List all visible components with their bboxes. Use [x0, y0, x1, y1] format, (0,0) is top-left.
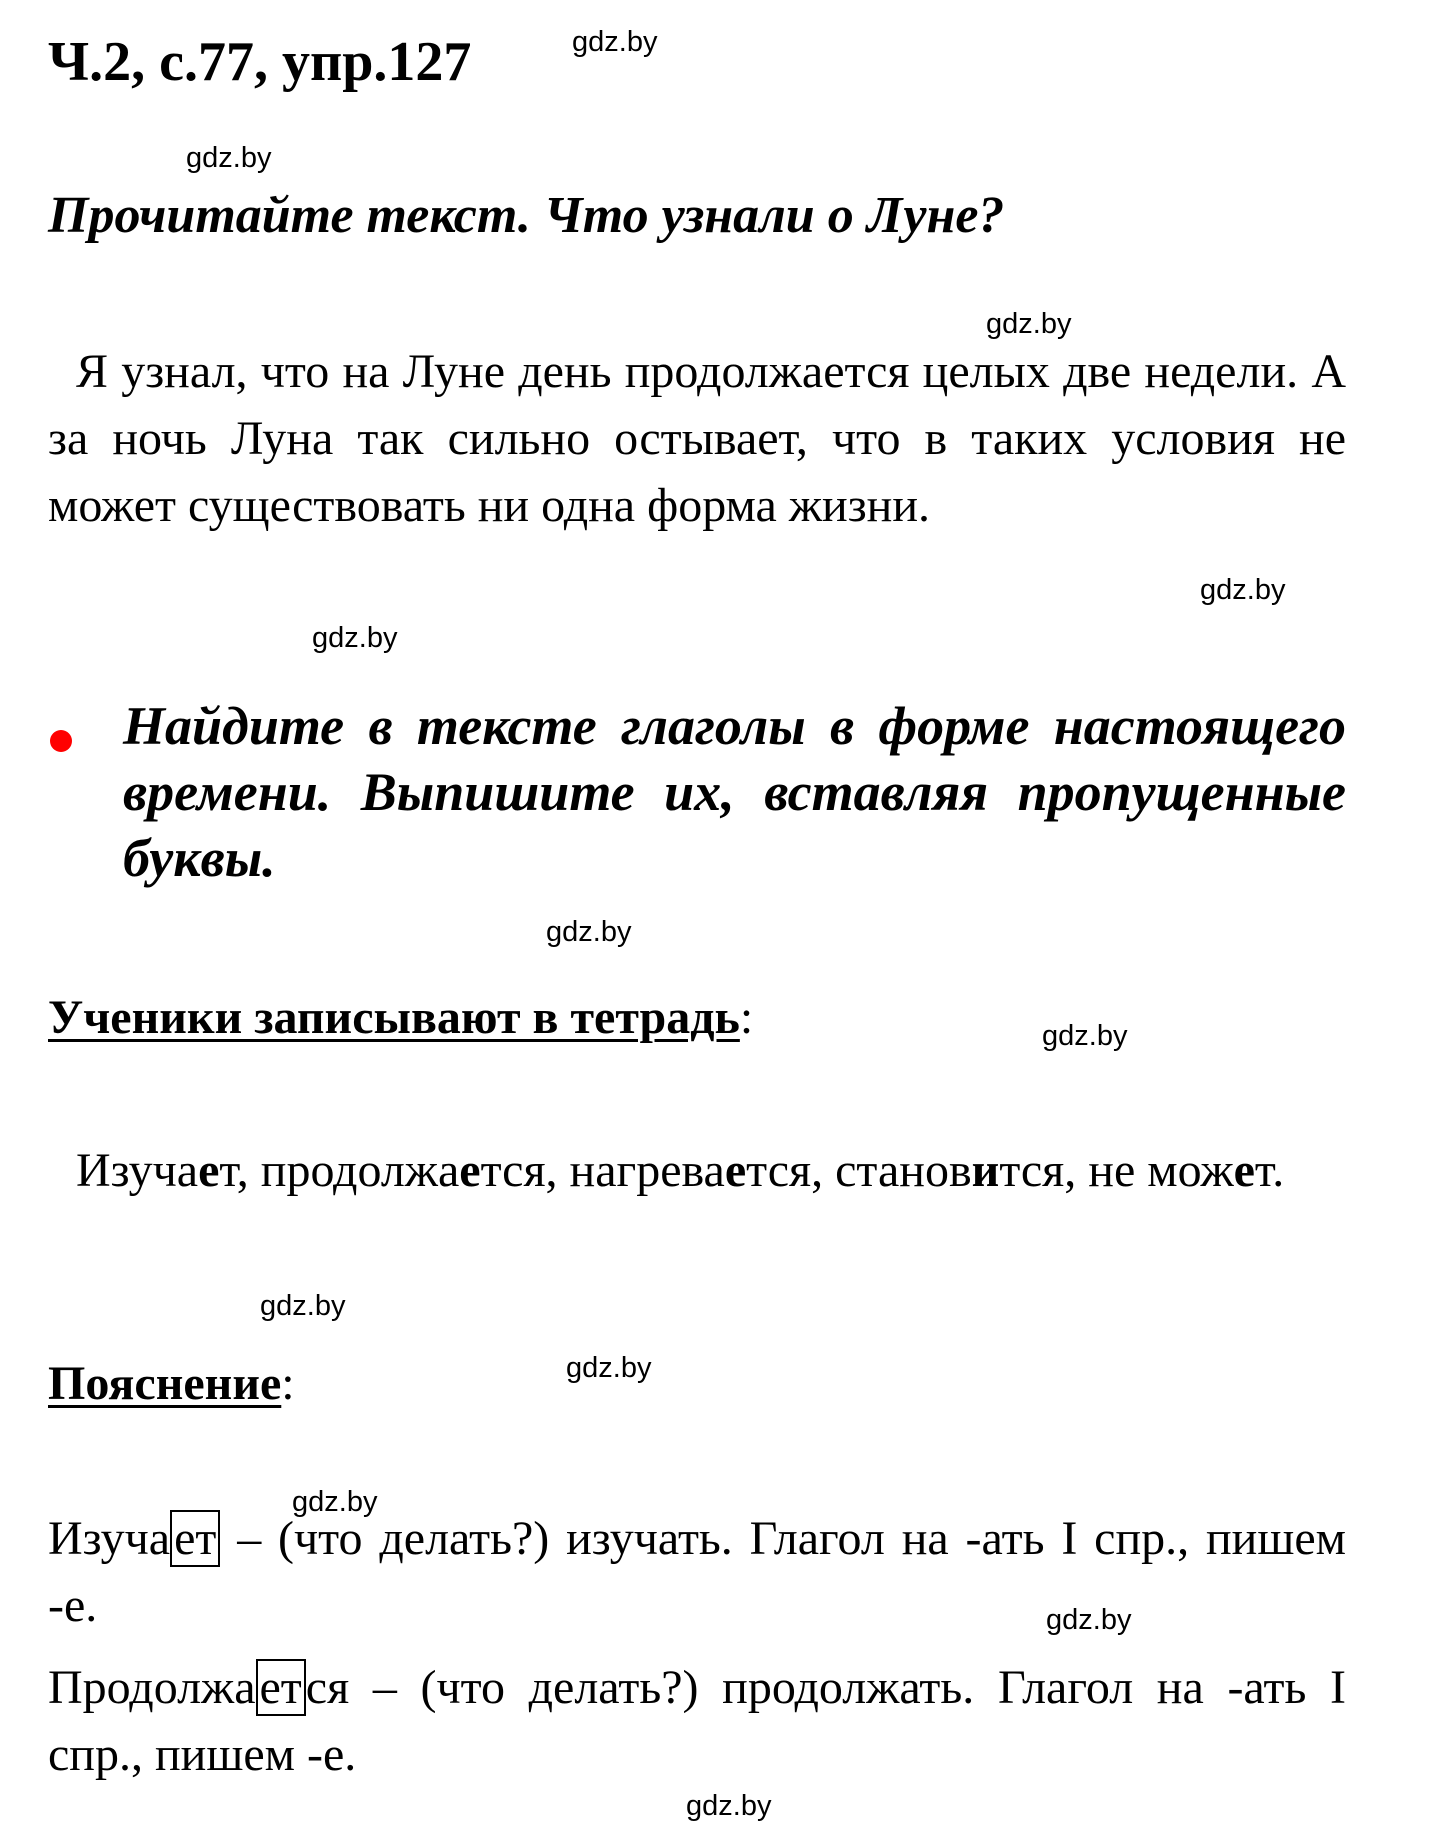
page-title: Ч.2, с.77, упр.127	[48, 31, 472, 93]
task-instruction: Прочитайте текст. Что узнали о Луне?	[48, 187, 1005, 244]
reading-paragraph: Я узнал, что на Луне день продолжается целых две недели. А за ночь Луна так сильно остывает, что в таких условия не может существовать ни одна форма жизни.	[48, 345, 1346, 532]
answer-word: продолжается,	[260, 1144, 570, 1197]
watermark: gdz.by	[186, 142, 272, 174]
notebook-heading	[48, 990, 753, 1045]
watermark: gdz.by	[1046, 1604, 1132, 1636]
watermark: gdz.by	[986, 308, 1072, 340]
explanation-heading-colon: :	[281, 1357, 295, 1410]
answer-word: не может.	[1088, 1144, 1285, 1197]
explanation-heading-text: Пояснение	[48, 1357, 282, 1410]
watermark: gdz.by	[292, 1486, 378, 1518]
watermark: gdz.by	[572, 26, 658, 58]
watermark: gdz.by	[1042, 1020, 1128, 1052]
answer-word: Изучает,	[76, 1144, 261, 1197]
watermark: gdz.by	[566, 1352, 652, 1384]
answer-word: нагревается,	[569, 1144, 836, 1197]
explanation-item: Продолжается – (что делать?) продолжать. Глагол на -ать I спр., пишем -е.	[48, 1661, 1346, 1781]
watermark: gdz.by	[1200, 574, 1286, 606]
bullet-marker	[50, 730, 72, 752]
notebook-heading-colon: :	[739, 991, 754, 1044]
explanation-item: Изучает – (что делать?) изучать. Глагол на -ать I спр., пишем -е.	[48, 1512, 1346, 1632]
ending-box: ет	[170, 1510, 220, 1567]
watermark: gdz.by	[546, 916, 632, 948]
watermark: gdz.by	[260, 1290, 346, 1322]
watermark: gdz.by	[312, 622, 398, 654]
notebook-answer	[48, 1137, 1346, 1204]
answer-word: становится,	[835, 1144, 1089, 1197]
explanation-heading	[48, 1356, 295, 1411]
ending-box: ет	[256, 1659, 306, 1716]
watermark: gdz.by	[686, 1790, 772, 1822]
bullet-task: Найдите в тексте глаголы в форме настоящего времени. Выпишите их, вставляя пропущенные буквы.	[123, 696, 1346, 888]
notebook-heading-text: Ученики записывают в тетрадь	[48, 991, 740, 1044]
